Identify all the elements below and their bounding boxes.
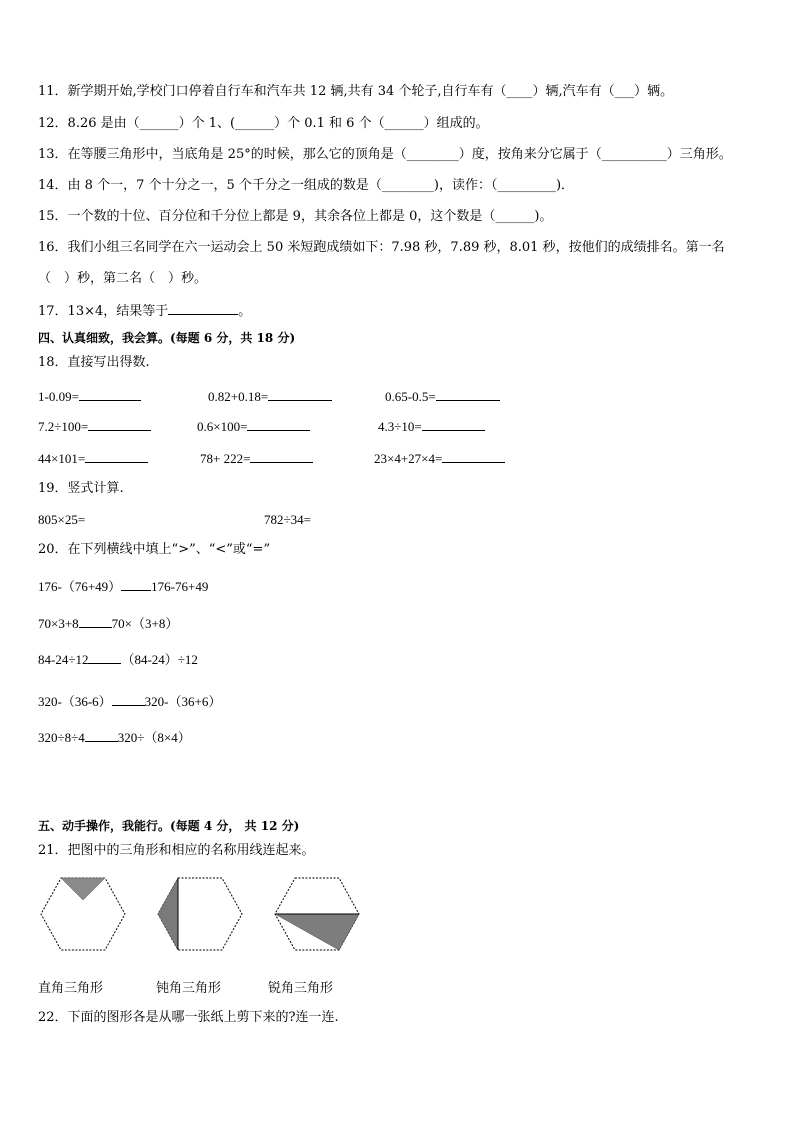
answer-blank[interactable] [442, 450, 505, 463]
answer-blank[interactable] [88, 418, 151, 431]
name-acute-triangle: 锐角三角形 [268, 981, 334, 996]
name-obtuse-triangle: 钝角三角形 [156, 981, 222, 996]
question-19-b: 782÷34= [264, 512, 311, 527]
calc-item: 4.3÷10= [378, 418, 485, 435]
question-22: 22．下面的图形各是从哪一张纸上剪下来的?连一连. [38, 1010, 339, 1025]
answer-blank[interactable] [85, 450, 148, 463]
calc-item: 23×4+27×4= [374, 450, 505, 467]
compare-item: 176-（76+49） 176-76+49 [38, 579, 209, 594]
question-21: 21．把图中的三角形和相应的名称用线连起来。 [38, 843, 315, 858]
calc-item: 1-0.09= [38, 388, 141, 405]
answer-blank[interactable] [79, 388, 141, 401]
answer-blank[interactable] [168, 302, 238, 315]
question-17-text: 17．13×4，结果等于 [38, 304, 169, 319]
compare-item: 320-（36-6） 320-（36+6） [38, 694, 222, 709]
obtuse-triangle-shape [158, 878, 178, 950]
hexagon-figure-1 [40, 877, 126, 951]
answer-blank[interactable] [121, 578, 151, 591]
calc-item: 78+ 222= [200, 450, 313, 467]
section-4-title: 四、认真细致，我会算。(每题 6 分，共 18 分) [38, 331, 296, 345]
answer-blank[interactable] [85, 729, 118, 742]
compare-item: 70×3+8 70×（3+8） [38, 616, 179, 631]
calc-item: 0.65-0.5= [385, 388, 500, 405]
calc-item: 7.2÷100= [38, 418, 151, 435]
compare-item: 320÷8÷4 320÷（8×4） [38, 730, 191, 745]
calc-item: 0.6×100= [197, 418, 310, 435]
question-17 [38, 302, 251, 320]
answer-blank[interactable] [250, 450, 313, 463]
compare-item: 84-24÷12 （84-24）÷12 [38, 652, 198, 667]
question-19-a: 805×25= [38, 512, 86, 527]
question-11: 11．新学期开始,学校门口停着自行车和汽车共 12 辆,共有 34 个轮子,自行车有（____）辆,汽车有（___）辆。 [38, 84, 674, 99]
answer-blank[interactable] [88, 651, 121, 664]
answer-blank[interactable] [79, 615, 112, 628]
question-14: 14．由 8 个一，7 个十分之一，5 个千分之一组成的数是（________)，读作：（_________)． [38, 178, 575, 193]
section-5-title: 五、动手操作，我能行。(每题 4 分， 共 12 分) [38, 819, 300, 833]
question-12: 12．8.26 是由（______）个 1、(______）个 0.1 和 6 个（______）组成的。 [38, 116, 489, 131]
answer-blank[interactable] [422, 418, 485, 431]
answer-blank[interactable] [112, 693, 145, 706]
question-19: 19．竖式计算. [38, 481, 124, 496]
answer-blank[interactable] [247, 418, 310, 431]
question-15: 15．一个数的十位、百分位和千分位上都是 9，其余各位上都是 0，这个数是（______)。 [38, 209, 553, 224]
name-right-triangle: 直角三角形 [38, 981, 104, 996]
answer-blank[interactable] [436, 388, 500, 401]
hexagon-figure-2 [157, 877, 243, 951]
question-16-line1: 16．我们小组三名同学在六一运动会上 50 米短跑成绩如下：7.98 秒，7.89 秒，8.01 秒，按他们的成绩排名。第一名 [38, 240, 725, 255]
answer-blank[interactable] [268, 388, 332, 401]
question-16-line2: （ ）秒，第二名（ ）秒。 [38, 271, 208, 286]
calc-item: 44×101= [38, 450, 148, 467]
calc-item: 0.82+0.18= [208, 388, 332, 405]
question-18: 18．直接写出得数. [38, 355, 150, 370]
question-17-end: 。 [238, 304, 252, 319]
question-13: 13．在等腰三角形中，当底角是 25°的时候，那么它的顶角是（________）度，按角来分它属于（__________）三角形。 [38, 147, 732, 162]
hexagon-figure-3 [274, 877, 360, 951]
question-20: 20．在下列横线中填上“>”、“<”或“=” [38, 542, 271, 557]
